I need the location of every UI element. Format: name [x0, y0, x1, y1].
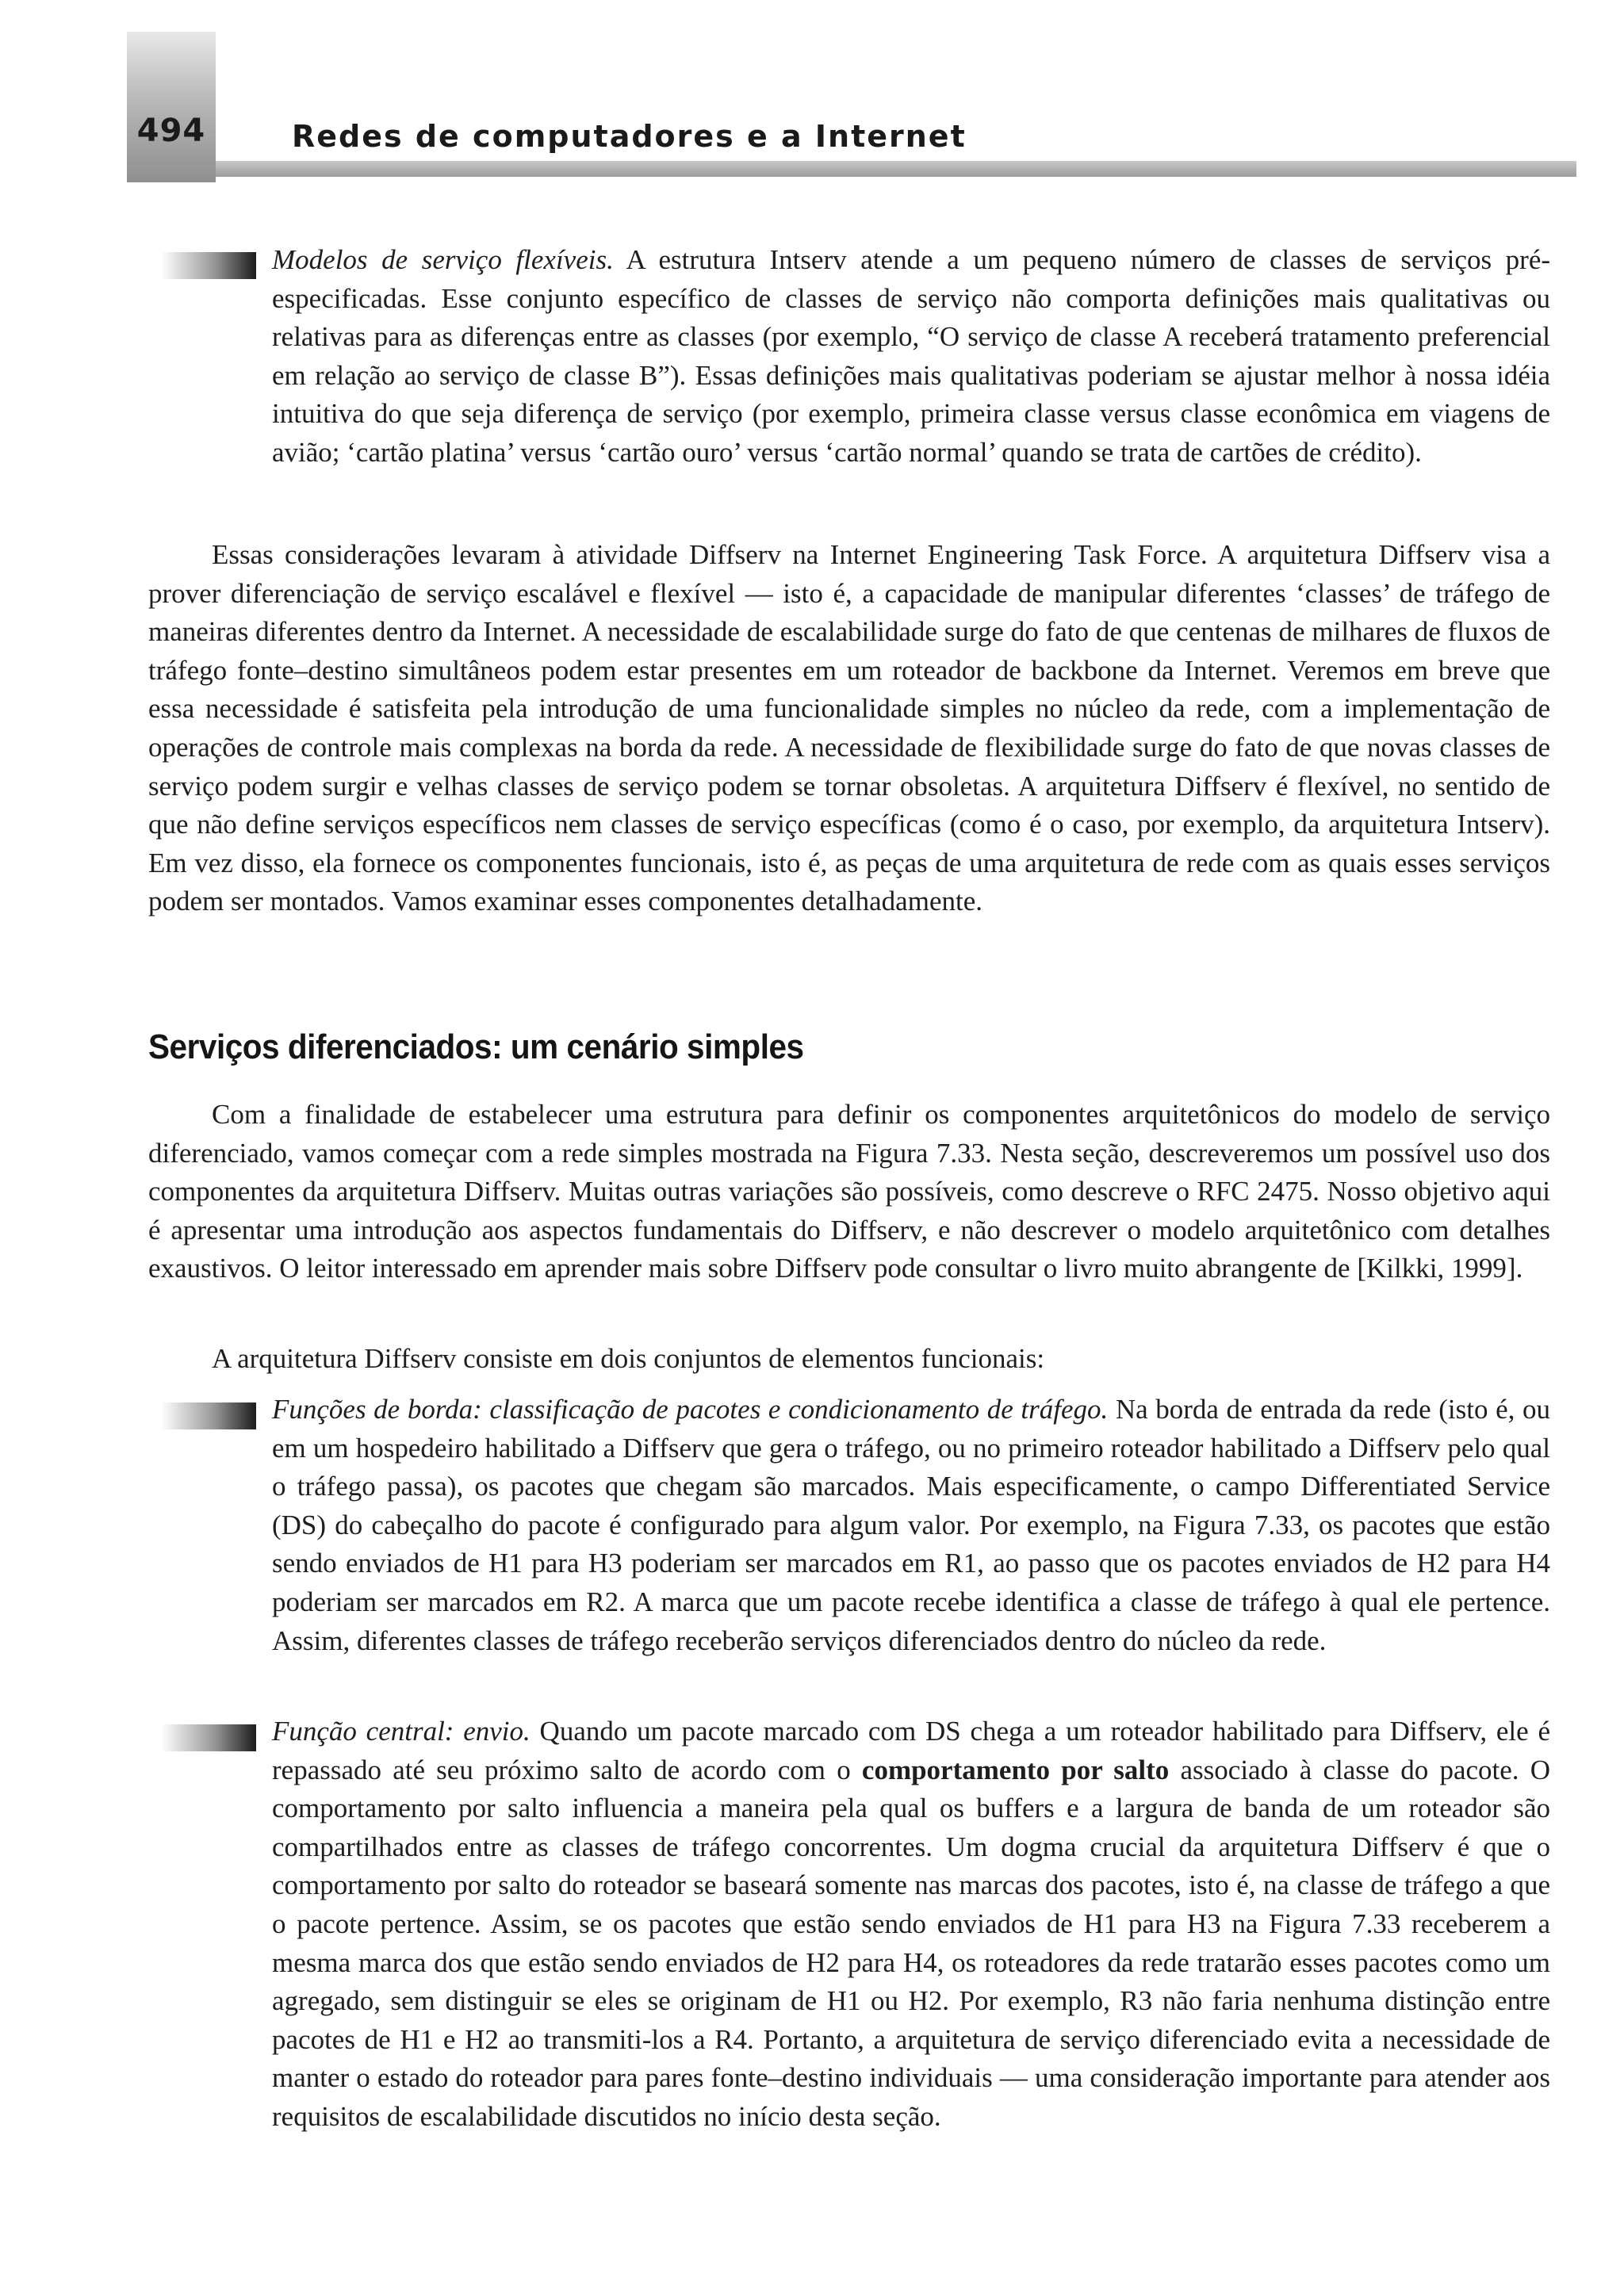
paragraph-scenario: Com a finalidade de estabelecer uma estrutura para definir os componentes arquitetônicos do modelo de serviço diferenciado, vamos começar com a rede simples mostrada na Figura 7.33. Nesta seção, descreveremos um possível uso dos componentes da arquitetura Diffserv. Muitas outras variações são possíveis, como descreve o RFC 2475. Nosso objetivo aqui é apresentar uma introdução aos aspectos fundamentais do Diffserv, e não descrever o modelo arquitetônico com detalhes exaustivos. O leitor interessado em aprender mais sobre Diffserv pode consultar o livro muito abrangente de [Kilkki, 1999]. [148, 1099, 1550, 1284]
header-rule [216, 161, 1576, 177]
bullet-lead: Função central: envio. [272, 1716, 530, 1747]
page-number-tab [127, 32, 216, 182]
bullet-marker-icon [161, 1724, 256, 1751]
bullet-marker-icon [161, 252, 256, 279]
bullet-text: Quando um pacote marcado com DS chega a um roteador habilitado para Diffserv, ele é repassado até seu próximo salto de acordo com o [272, 1716, 1550, 1785]
bullet-core-function [272, 1712, 1550, 2137]
bullet-marker-icon [161, 1402, 256, 1429]
section-heading: Serviços diferenciados: um cenário simples [148, 1027, 804, 1066]
paragraph-diffserv: Essas considerações levaram à atividade Diffserv na Internet Engineering Task Force. A arquitetura Diffserv visa a prover diferenciação de serviço escalável e flexível — isto é, a capacidade de manipular diferentes ‘classes’ de tráfego de maneiras diferentes dentro da Internet. A necessidade de escalabilidade surge do fato de que centenas de milhares de fluxos de tráfego fonte–destino simultâneos podem estar presentes em um roteador de backbone da Internet. Veremos em breve que essa necessidade é satisfeita pela introdução de uma funcionalidade simples no núcleo da rede, com a implementação de operações de controle mais complexas na borda da rede. A necessidade de flexibilidade surge do fato de que novas classes de serviço podem surgir e velhas classes de serviço podem se tornar obsoletas. A arquitetura Diffserv é flexível, no sentido de que não define serviços específicos nem classes de serviço específicas (como é o caso, por exemplo, da arquitetura Intserv). Em vez disso, ela fornece os componentes funcionais, isto é, as peças de uma arquitetura de rede com as quais esses serviços podem ser montados. Vamos examinar esses componentes detalhadamente. [148, 539, 1550, 917]
bullet-text: A estrutura Intserv atende a um pequeno número de classes de serviços pré-especificadas. Esse conjunto específico de classes de serviço não comporta definições mais qualitativas ou relativas para as diferenças entre as classes (por exemplo, “O serviço de classe A receberá tratamento preferencial em relação ao serviço de classe B”). Essas definições mais qualitativas poderiam se ajustar melhor à nossa idéia intuitiva do que seja diferença de serviço (por exemplo, primeira classe versus classe econômica em viagens de avião; ‘cartão platina’ versus ‘cartão ouro’ versus ‘cartão normal’ quando se trata de cartões de crédito). [272, 244, 1551, 468]
page-number: 494 [136, 113, 206, 149]
bullet-lead: Modelos de serviço flexíveis. [272, 244, 614, 275]
paragraph-list-intro: A arquitetura Diffserv consiste em dois conjuntos de elementos funcionais: [212, 1343, 1045, 1374]
running-head: Redes de computadores e a Internet [292, 119, 967, 154]
bullet-text: associado à classe do pacote. O comportamento por salto influencia a maneira pela qual os buffers e a largura de banda de um roteador são compartilhados entre as classes de tráfego concorrentes. Um dogma crucial da arquitetura Diffserv é que o comportamento por salto do roteador se baseará somente nas marcas dos pacotes, isto é, na classe de tráfego a que o pacote pertence. Assim, se os pacotes que estão sendo enviados de H1 para H3 na Figura 7.33 receberem a mesma marca dos que estão sendo enviados de H2 para H4, os roteadores da rede tratarão esses pacotes como um agregado, sem distinguir se eles se originam de H1 ou H2. Por exemplo, R3 não faria nenhuma distinção entre pacotes de H1 e H2 ao transmiti-los a R4. Portanto, a arquitetura de serviço diferenciado evita a necessidade de manter o estado do roteador para pares fonte–destino individuais — uma consideração importante para atender aos requisitos de escalabilidade discutidos no início desta seção. [272, 1754, 1550, 2132]
bullet-lead: Funções de borda: classificação de pacotes e condicionamento de tráfego. [272, 1394, 1109, 1425]
bold-term: comportamento por salto [861, 1754, 1170, 1785]
bullet-edge-functions [272, 1391, 1550, 1660]
bullet-text: Na borda de entrada da rede (isto é, ou em um hospedeiro habilitado a Diffserv que gera o tráfego, ou no primeiro roteador habilitado a Diffserv pelo qual o tráfego passa), os pacotes que chegam são marcados. Mais especificamente, o campo Differentiated Service (DS) do cabeçalho do pacote é configurado para algum valor. Por exemplo, na Figura 7.33, os pacotes que estão sendo enviados de H1 para H3 poderiam ser marcados em R1, ao passo que os pacotes enviados de H2 para H4 poderiam ser marcados em R2. A marca que um pacote recebe identifica a classe de tráfego à qual ele pertence. Assim, diferentes classes de tráfego receberão serviços diferenciados dentro do núcleo da rede. [272, 1394, 1550, 1656]
bullet-flexible-service-models [272, 241, 1550, 473]
